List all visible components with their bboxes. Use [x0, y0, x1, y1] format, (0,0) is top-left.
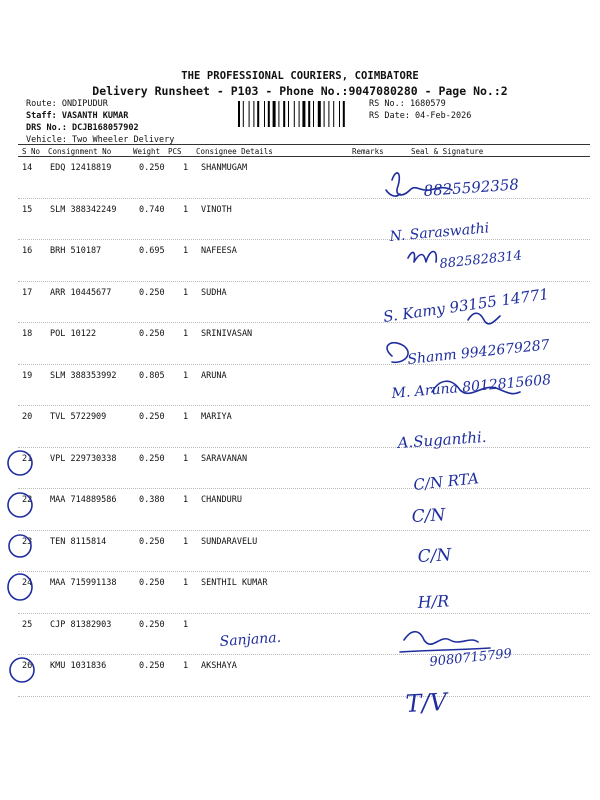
consignee-name: SHANMUGAM — [201, 163, 248, 173]
runsheet-title: Delivery Runsheet - P103 - Phone No.:9047080280 - Page No.:2 — [92, 84, 508, 98]
handwritten-note: 8825592358 — [423, 175, 520, 200]
table-row — [0, 489, 600, 531]
weight-value: 0.695 — [139, 246, 165, 256]
handwritten-note: 9080715799 — [428, 646, 513, 670]
handwritten-note: M. Aruna 8012815608 — [390, 372, 552, 402]
handwritten-note: Sanjana. — [219, 629, 282, 650]
pieces-count: 1 — [183, 370, 189, 381]
consignment-number: SLM 388342249 — [50, 204, 117, 215]
staff-label: Staff: VASANTH KUMAR — [26, 111, 129, 121]
weight-value: 0.250 — [139, 661, 165, 671]
table-top-rule — [18, 144, 590, 145]
serial-number: 16 — [22, 246, 33, 256]
table-row — [0, 406, 600, 448]
table-row — [0, 614, 600, 656]
handwritten-note: C/N RTA — [412, 469, 480, 494]
handwritten-note: 8825828314 — [438, 248, 523, 272]
row-divider — [18, 696, 590, 697]
table-row — [0, 157, 600, 199]
serial-number: 25 — [22, 619, 33, 630]
handwritten-note: H/R — [417, 591, 450, 612]
consignee-name: CHANDURU — [201, 495, 242, 505]
serial-number: 19 — [22, 370, 33, 381]
consignee-name: SUDHA — [201, 287, 227, 298]
weight-value: 0.250 — [139, 453, 165, 464]
rs-info — [369, 98, 471, 122]
serial-number: 18 — [22, 329, 33, 339]
consignee-name: NAFEESA — [201, 246, 237, 256]
consignment-number: TVL 5722909 — [50, 412, 107, 422]
consignment-number: VPL 229730338 — [50, 453, 117, 464]
table-row — [0, 199, 600, 241]
weight-value: 0.380 — [139, 495, 165, 505]
serial-number: 22 — [22, 495, 33, 505]
consignee-name: MARIYA — [201, 412, 232, 422]
consignment-number: KMU 1031836 — [50, 661, 107, 671]
consignment-number: TEN 8115814 — [50, 536, 107, 547]
consignee-name: SRINIVASAN — [201, 329, 253, 339]
table-row — [0, 240, 600, 282]
col-consignee: Consignee Details — [196, 147, 273, 156]
vehicle-label: Vehicle: Two Wheeler Delivery — [26, 135, 175, 145]
handwritten-note: N. Saraswathi — [388, 220, 490, 245]
col-pcs: PCS — [168, 147, 182, 156]
handwritten-note: T/V — [404, 687, 448, 718]
handwritten-note: S. Kamy 93155 14771 — [382, 284, 551, 326]
pieces-count: 1 — [183, 246, 189, 256]
pieces-count: 1 — [183, 412, 189, 422]
consignment-number: POL 10122 — [50, 329, 97, 339]
serial-number: 17 — [22, 287, 33, 298]
pieces-count: 1 — [183, 204, 189, 215]
table-row — [0, 655, 600, 697]
consignee-name: SENTHIL KUMAR — [201, 578, 268, 588]
consignment-number: CJP 81382903 — [50, 619, 112, 630]
pieces-count: 1 — [183, 453, 189, 464]
consignment-number: MAA 715991138 — [50, 578, 117, 588]
col-weight: Weight — [133, 147, 161, 156]
table-row — [0, 282, 600, 324]
route-label: Route: ONDIPUDUR — [26, 99, 108, 109]
consignment-number: MAA 714889586 — [50, 495, 117, 505]
col-remarks: Remarks — [352, 147, 384, 156]
pieces-count: 1 — [183, 619, 189, 630]
weight-value: 0.805 — [139, 370, 165, 381]
consignee-name: ARUNA — [201, 370, 227, 381]
rs-date: RS Date: 04-Feb-2026 — [369, 111, 472, 121]
weight-value: 0.250 — [139, 412, 165, 422]
table-row — [0, 572, 600, 614]
weight-value: 0.250 — [139, 163, 165, 173]
serial-number: 26 — [22, 661, 33, 671]
consignee-name: SARAVANAN — [201, 453, 248, 464]
serial-number: 15 — [22, 204, 33, 215]
serial-number: 24 — [22, 578, 33, 588]
serial-number: 20 — [22, 412, 33, 422]
pieces-count: 1 — [183, 536, 189, 547]
company-name: THE PROFESSIONAL COURIERS, COIMBATORE — [181, 70, 419, 82]
handwritten-note: Shanm 9942679287 — [406, 337, 551, 368]
weight-value: 0.250 — [139, 578, 165, 588]
pieces-count: 1 — [183, 495, 189, 505]
weight-value: 0.740 — [139, 204, 165, 215]
weight-value: 0.250 — [139, 619, 165, 630]
weight-value: 0.250 — [139, 536, 165, 547]
drs-number: DRS No.: DCJB168057902 — [26, 123, 139, 133]
consignee-name: SUNDARAVELU — [201, 536, 258, 547]
handwritten-note: C/N — [411, 505, 446, 527]
consignment-number: BRH 510187 — [50, 246, 102, 256]
weight-value: 0.250 — [139, 329, 165, 339]
consignee-name: VINOTH — [201, 204, 232, 215]
pieces-count: 1 — [183, 329, 189, 339]
pieces-count: 1 — [183, 578, 189, 588]
serial-number: 14 — [22, 163, 33, 173]
table-row — [0, 365, 600, 407]
weight-value: 0.250 — [139, 287, 165, 298]
consignment-number: ARR 10445677 — [50, 287, 112, 298]
pieces-count: 1 — [183, 163, 189, 173]
route-info — [26, 98, 174, 146]
col-sno: S No — [22, 147, 41, 156]
serial-number: 21 — [22, 453, 33, 464]
handwritten-note: A.Suganthi. — [397, 427, 488, 452]
consignee-name: AKSHAYA — [201, 661, 237, 671]
consignment-number: SLM 388353992 — [50, 370, 117, 381]
barcode-icon — [238, 101, 362, 127]
table-row — [0, 448, 600, 490]
col-consignment: Consignment No — [48, 147, 112, 156]
consignment-number: EDQ 12418819 — [50, 163, 112, 173]
table-row — [0, 323, 600, 365]
serial-number: 23 — [22, 536, 33, 547]
rs-number: RS No.: 1680579 — [369, 99, 446, 109]
pieces-count: 1 — [183, 661, 189, 671]
handwritten-note: C/N — [417, 545, 452, 567]
pieces-count: 1 — [183, 287, 189, 298]
col-seal-signature: Seal & Signature — [411, 147, 484, 156]
table-row — [0, 531, 600, 573]
